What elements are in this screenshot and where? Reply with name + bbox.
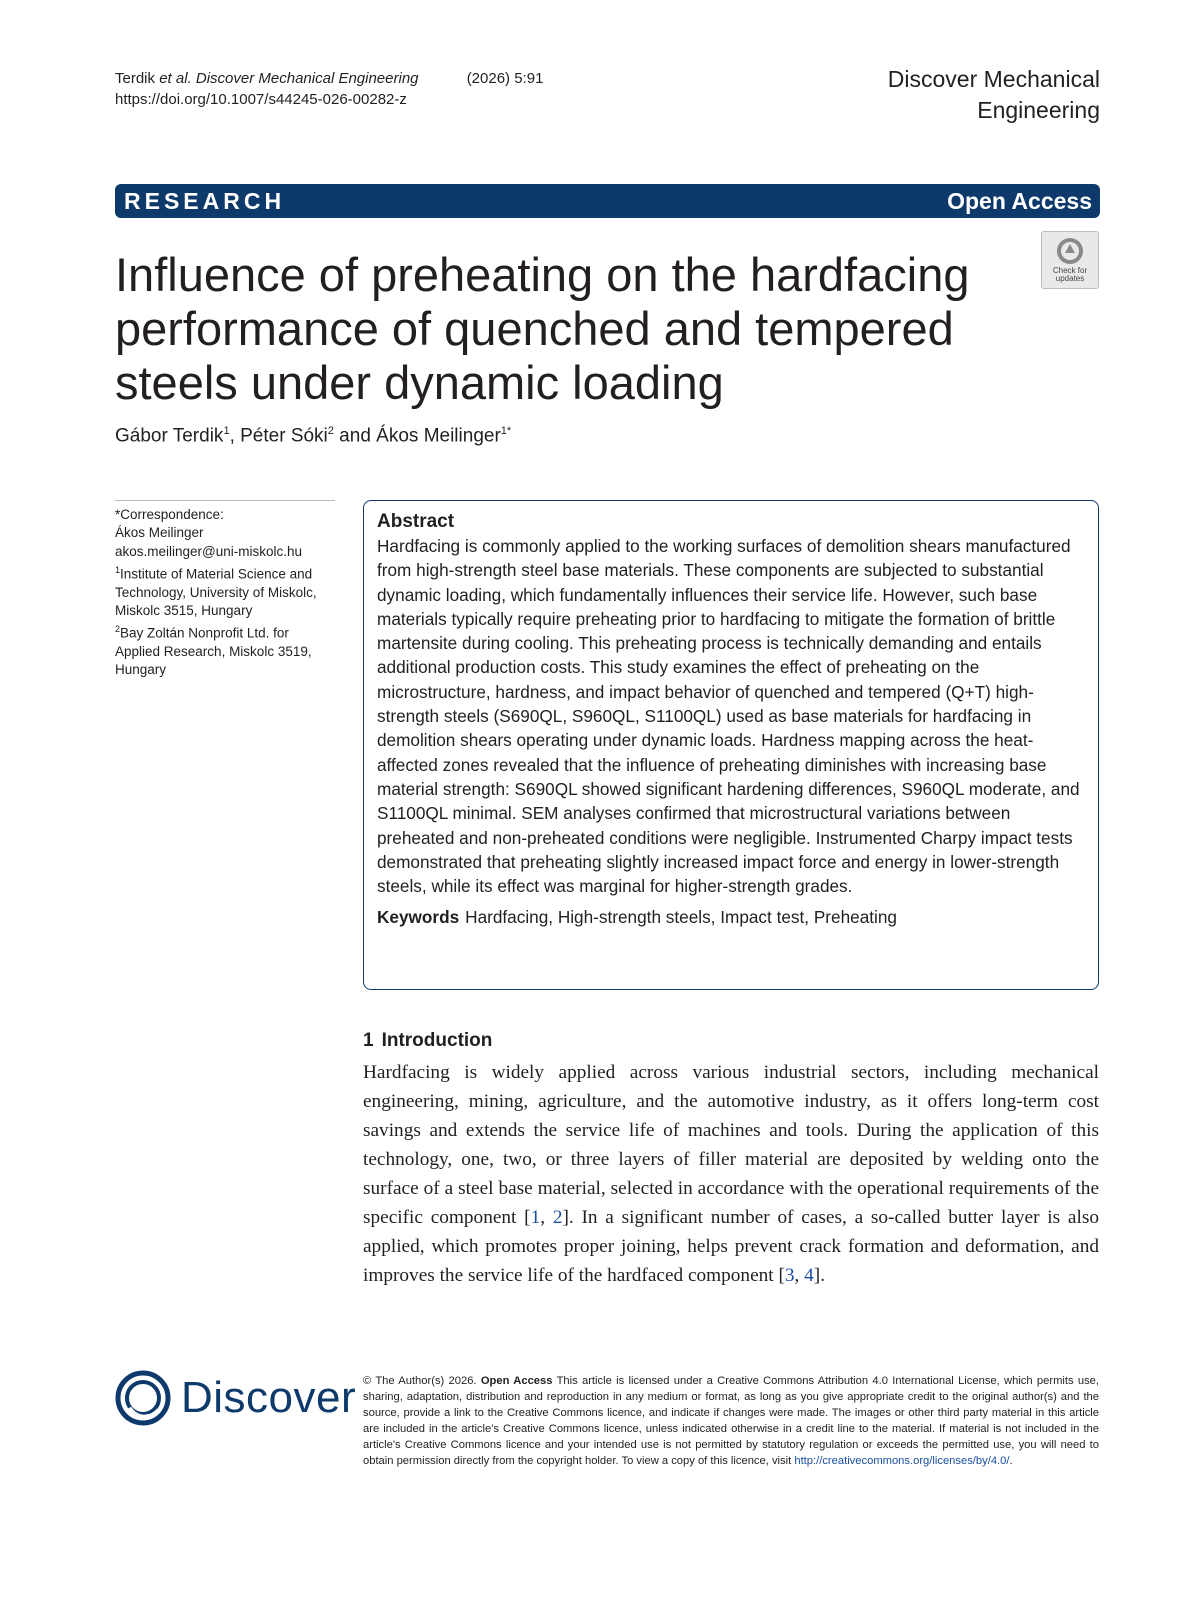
correspondence-email[interactable]: akos.meilinger@uni-miskolc.hu [115,543,303,559]
header-year-volume: (2026) 5:91 [466,70,544,87]
correspondence-sidebar [115,500,335,680]
affiliation-2: $^2$Bay Zoltán Nonprofit Ltd. for Applied Research, Miskolc 3519, Hungary [115,624,312,678]
citation-link[interactable]: 3 [784,1265,795,1286]
keywords-list: Hardfacing, High-strength steels, Impact test, Preheating [465,907,897,928]
article-title: Influence of preheating on the hardfacing performance of quenched and tempered steels under dynamic loading [115,248,970,409]
header-authors: Terdik [115,70,156,87]
doi-link[interactable]: https://doi.org/10.1007/s44245-026-00282-z [115,91,407,108]
check-updates-label: Check for updates [1052,266,1088,283]
citation-link[interactable]: 1 [530,1207,541,1228]
author-list: Gábor Terdik$^1$, Péter Sóki$^2$ and Ákos Meilinger$^{1*}$ [115,425,512,447]
running-header [115,68,543,110]
affiliation-1: $^1$Institute of Material Science and Technology, University of Miskolc, Miskolc 3515, Hungary [115,564,317,618]
author-name[interactable]: Gábor Terdik [115,425,224,447]
author-affiliation-mark: 1* [500,425,512,437]
header-journal: Discover Mechanical Engineering [195,70,419,87]
check-for-updates-button[interactable] [1041,231,1099,289]
abstract-text: Hardfacing is commonly applied to the working surfaces of demolition shears manufactured from high-strength steel base materials. These components are subjected to substantial dynamic loading, which fundamentally influences their service life. However, such base materials typically require preheating prior to hardfacing to mitigate the formation of brittle martensite during cooling. This preheating process is technically demanding and entails additional production costs. This study examines the effect of preheating on the microstructure, hardness, and impact behavior of quenched and tempered (Q+T) high-strength steels (S690QL, S960QL, S1100QL) used as base materials for hardfacing in demolition shears operating under dynamic loads. Hardness mapping across the heat-affected zones revealed that the influence of preheating diminishes with increasing base material strength: S690QL showed significant hardening differences, S960QL moderate, and S1100QL minimal. SEM analyses confirmed that microstructural variations between preheated and non-preheated conditions were negligible. Instrumented Charpy impact tests demonstrated that preheating slightly increased impact force and energy in lower-strength steels, while its effect was marginal for higher-strength grades. [377,536,1080,897]
author-affiliation-mark: 1 [223,425,230,437]
author-name[interactable]: Péter Sóki [240,425,328,447]
article-type-label: RESEARCH [124,187,286,214]
citation-line [115,68,543,89]
journal-name-line2: Engineering [977,97,1100,123]
keywords-label: Keywords [377,907,460,928]
discover-logo-word: Discover [181,1373,357,1422]
header-et-al: et al. [159,70,192,87]
section-heading-introduction: 1 Introduction [363,1030,493,1051]
citation-link[interactable]: 2 [552,1207,563,1228]
author-name[interactable]: Ákos Meilinger [376,425,501,447]
correspondence-name: Ákos Meilinger [115,525,204,541]
article-type-banner [115,184,1100,218]
keywords [377,905,1086,929]
citation-link[interactable]: 4 [804,1265,814,1286]
journal-name [888,64,1100,126]
author-affiliation-mark: 2 [327,425,334,437]
discover-logo-icon [115,1370,171,1426]
introduction-paragraph: Hardfacing is widely applied across various industrial sectors, including mechanical engineering, mining, agriculture, and the automotive industry, as it offers long-term cost savings and extends the service life of machines and tools. During the application of this technology, one, two, or three layers of filler material are deposited by welding onto the surface of a steel base material, selected in accordance with the operational requirements of the specific component [1, 2]. In a significant number of cases, a so-called butter layer is also applied, which promotes proper joining, helps prevent crack formation and deformation, and improves the service life of the hardfaced component [3, 4]. [363,1062,1099,1286]
journal-name-line1: Discover Mechanical [887,66,1100,92]
discover-logo [115,1370,356,1426]
open-access-label: Open Access [947,187,1092,214]
license-statement: © The Author(s) 2026. Open Access This article is licensed under a Creative Commons Attribution 4.0 International License, which permits use, sharing, adaptation, distribution and reproduction in any medium or format, as long as you give appropriate credit to the original author(s) and the source, provide a link to the Creative Commons licence, and indicate if changes were made. The images or other third party material in this article are included in the article's Creative Commons licence, unless indicated otherwise in a credit line to the material. If material is not included in the article's Creative Commons licence and your intended use is not permitted by statutory regulation or exceeds the permitted use, you will need to obtain permission directly from the copyright holder. To view a copy of this licence, visit http://creativecommons.org/licenses/by/4.0/. [363,1375,1099,1467]
abstract-box [363,500,1099,990]
license-link[interactable]: http://creativecommons.org/licenses/by/4.0/ [794,1455,1010,1467]
abstract-heading: Abstract [377,511,455,532]
check-updates-icon [1055,236,1085,266]
correspondence-label: *Correspondence: [115,507,224,522]
